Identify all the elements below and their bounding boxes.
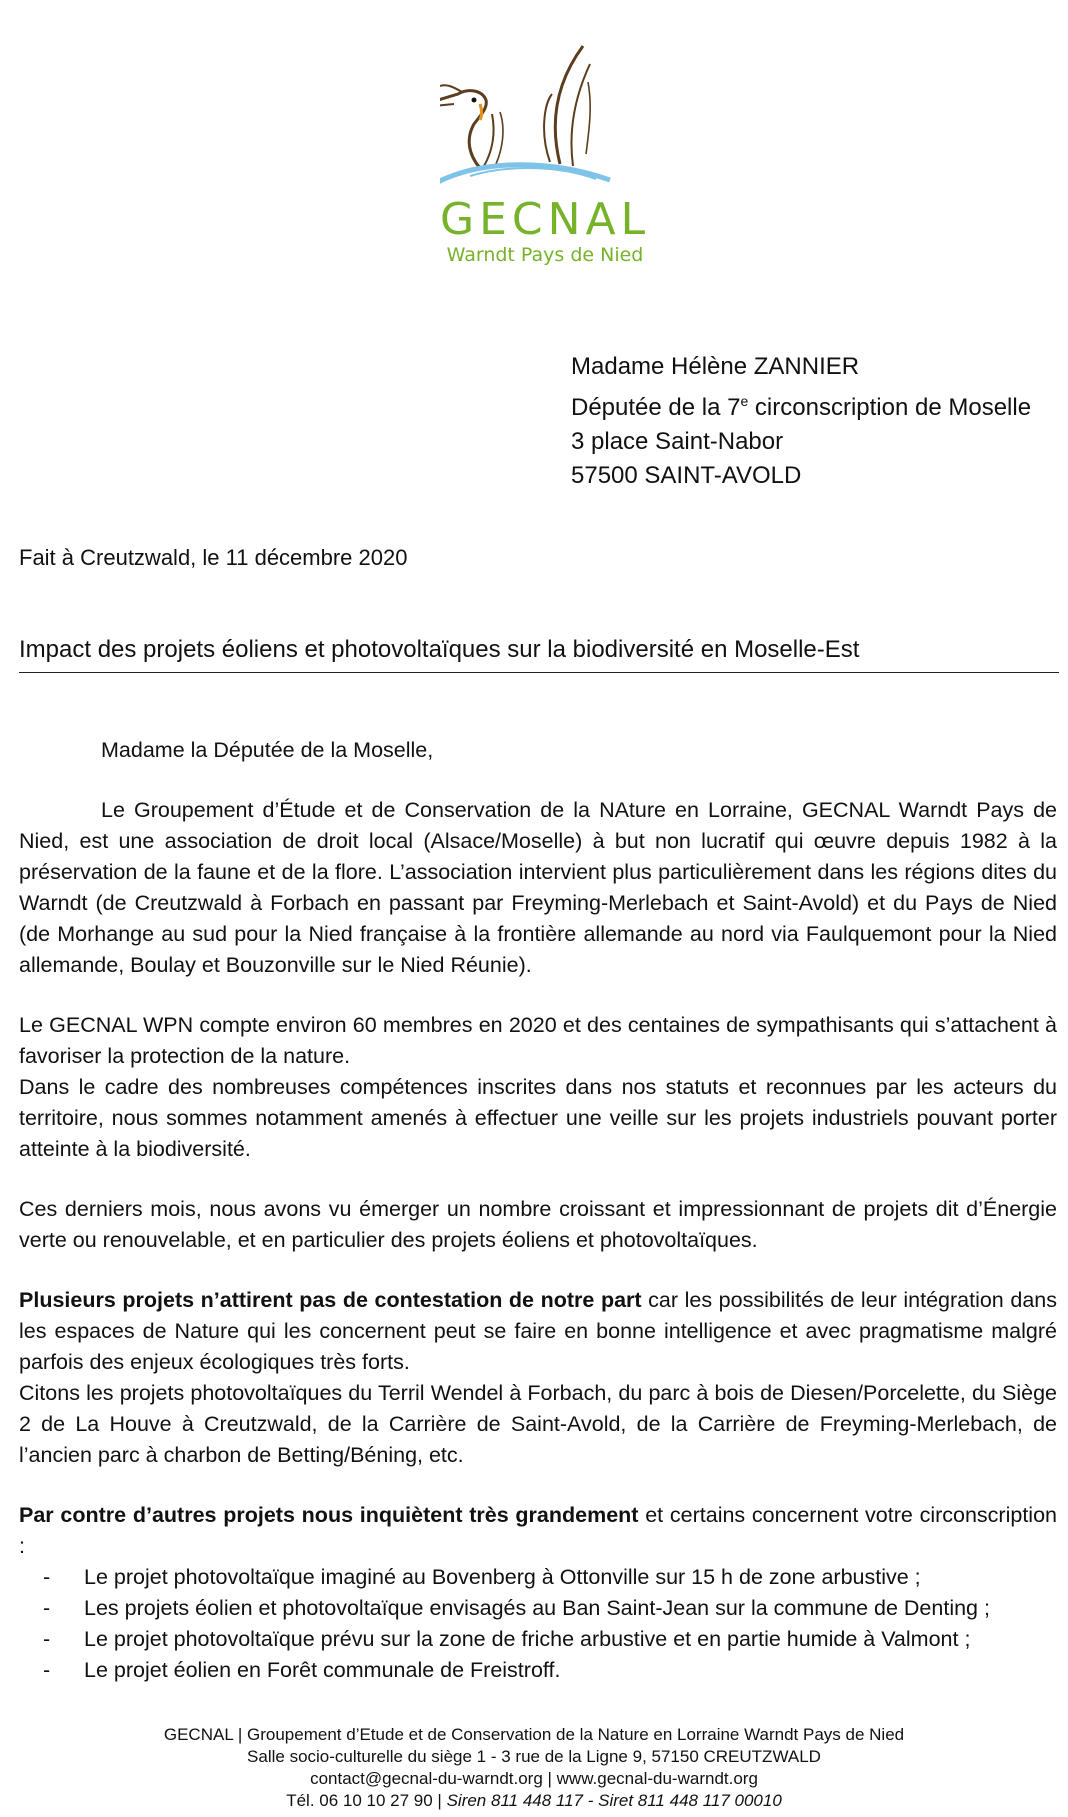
date-line: Fait à Creutzwald, le 11 décembre 2020 xyxy=(19,545,408,570)
footer-contact: contact@gecnal-du-warndt.org | www.gecnal-du-warndt.org xyxy=(310,1769,758,1788)
footer-ids: Tél. 06 10 10 27 90 | Siren 811 448 117 - Siret 811 448 117 00010 xyxy=(286,1791,782,1810)
list-item: - Le projet éolien en Forêt communale de Freistroff. xyxy=(43,1658,561,1682)
letter-footer xyxy=(0,1724,1068,1812)
paragraph-intro: Le Groupement d’Étude et de Conservation de la NAture en Lorraine, GECNAL Warndt Pays de Nied, est une association de droit local (Alsace/Moselle) à but non lucratif qui œuvre depuis 1982 à la préservation de la faune et de la flore. L’association intervient plus particulièrement dans les régions dites du Warndt (de Creutzwald à Forbach en passant par Freyming-Merlebach et Saint-Avold) et du Pays de Nied (de Morhange au sud pour la Nied française à la frontière allemande au nord via Faulquemont pour la Nied allemande, Boulay et Bouzonville sur le Nied Réunie). xyxy=(19,798,1057,977)
footer-address: Salle socio-culturelle du siège 1 - 3 rue de la Ligne 9, 57150 CREUTZWALD xyxy=(247,1747,821,1766)
paragraph-emergence: Ces derniers mois, nous avons vu émerger un nombre croissant et impressionnant de projets dit d’Énergie verte ou renouvelable, et en particulier des projets éoliens et photovoltaïques. xyxy=(19,1197,1057,1252)
paragraph-worry: Par contre d’autres projets nous inquiètent très grandement et certains concernent votre circonscription : xyxy=(19,1503,1057,1558)
recipient-city: 57500 SAINT-AVOLD xyxy=(571,462,802,489)
recipient-address xyxy=(571,350,1031,493)
paragraph-veille: Dans le cadre des nombreuses compétences inscrites dans nos statuts et reconnues par les acteurs du territoire, nous sommes notamment amenés à effectuer une veille sur les projets industriels pouvant porter atteinte à la biodiversité. xyxy=(19,1075,1057,1161)
list-item: - Le projet photovoltaïque prévu sur la zone de friche arbustive et en partie humide à Valmont ; xyxy=(43,1627,971,1651)
gecnal-logo xyxy=(440,34,650,274)
heron-bird-icon xyxy=(440,34,650,209)
recipient-name: Madame Hélène ZANNIER xyxy=(571,353,860,380)
letter-body xyxy=(19,735,1057,1686)
project-list xyxy=(19,1562,1057,1686)
letter-subject: Impact des projets éoliens et photovoltaïques sur la biodiversité en Moselle-Est xyxy=(19,636,1059,673)
recipient-title: Députée de la 7e circonscription de Moselle xyxy=(571,393,1032,421)
paragraph-no-contest: Plusieurs projets n’attirent pas de contestation de notre part car les possibilités de leur intégration dans les espaces de Nature qui les concernent peut se faire en bonne intelligence et avec pragmatisme malgré parfois des enjeux écologiques très forts. xyxy=(19,1288,1057,1374)
paragraph-examples: Citons les projets photovoltaïques du Terril Wendel à Forbach, du parc à bois de Diesen/Porcelette, du Siège 2 de La Houve à Creutzwald, de la Carrière de Saint-Avold, de la Carrière de Freyming-Merlebach, de l’ancien parc à charbon de Betting/Béning, etc. xyxy=(19,1381,1057,1467)
list-item: - Les projets éolien et photovoltaïque envisagés au Ban Saint-Jean sur la commune de Denting ; xyxy=(43,1596,990,1620)
paragraph-members: Le GECNAL WPN compte environ 60 membres en 2020 et des centaines de sympathisants qui s’attachent à favoriser la protection de la nature. xyxy=(19,1013,1057,1068)
list-item: - Le projet photovoltaïque imaginé au Bovenberg à Ottonville sur 15 h de zone arbustive ; xyxy=(43,1565,921,1589)
recipient-street: 3 place Saint-Nabor xyxy=(571,428,784,455)
logo-subtitle: Warndt Pays de Nied xyxy=(446,244,644,266)
logo-name: GECNAL xyxy=(440,194,651,245)
footer-org: GECNAL | Groupement d’Etude et de Conservation de la Nature en Lorraine Warndt Pays de Nied xyxy=(163,1725,905,1744)
salutation: Madame la Députée de la Moselle, xyxy=(101,738,434,762)
